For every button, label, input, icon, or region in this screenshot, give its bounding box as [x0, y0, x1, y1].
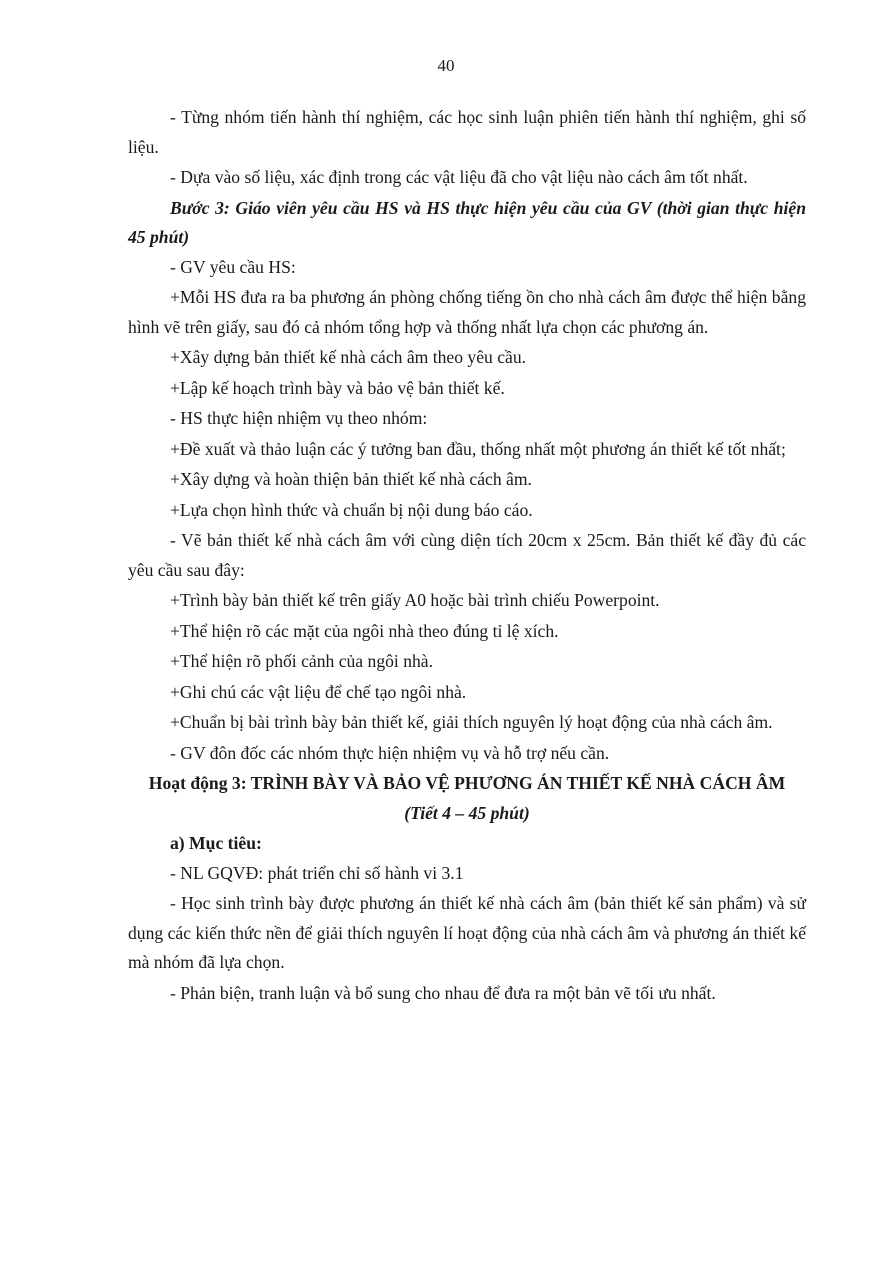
- paragraph: - Học sinh trình bày được phương án thiết kế nhà cách âm (bản thiết kế sản phẩm) và sử dụng các kiến thức nền để giải thích nguyên lí hoạt động của nhà cách âm và phương án thiết kế mà nhóm đã lựa chọn.: [128, 893, 806, 972]
- paragraph: - Phản biện, tranh luận và bổ sung cho nhau để đưa ra một bản vẽ tối ưu nhất.: [170, 982, 716, 1003]
- paragraph: - NL GQVĐ: phát triển chỉ số hành vi 3.1: [170, 862, 464, 883]
- paragraph: - HS thực hiện nhiệm vụ theo nhóm:: [170, 408, 428, 428]
- paragraph: +Chuẩn bị bài trình bày bản thiết kế, giải thích nguyên lý hoạt động của nhà cách âm.: [170, 712, 773, 732]
- paragraph: - Vẽ bản thiết kế nhà cách âm với cùng diện tích 20cm x 25cm. Bản thiết kế đầy đủ các yêu cầu sau đây:: [128, 530, 806, 580]
- paragraph: +Đề xuất và thảo luận các ý tưởng ban đầu, thống nhất một phương án thiết kế tốt nhất;: [170, 438, 786, 459]
- activity-subtitle: (Tiết 4 – 45 phút): [404, 802, 530, 823]
- activity-heading: [128, 769, 806, 828]
- paragraph: - Từng nhóm tiến hành thí nghiệm, các học sinh luận phiên tiến hành thí nghiệm, ghi số liệu.: [128, 107, 806, 157]
- paragraph: - GV yêu cầu HS:: [170, 256, 296, 277]
- paragraph: +Xây dựng và hoàn thiện bản thiết kế nhà cách âm.: [170, 469, 532, 489]
- paragraph: +Ghi chú các vật liệu để chế tạo ngôi nhà.: [170, 681, 467, 702]
- paragraph: +Mỗi HS đưa ra ba phương án phòng chống tiếng ồn cho nhà cách âm được thể hiện bằng hình vẽ trên giấy, sau đó cả nhóm tổng hợp và thống nhất lựa chọn các phương án.: [128, 287, 806, 337]
- page-number: 40: [437, 56, 455, 75]
- paragraph: - Dựa vào số liệu, xác định trong các vật liệu đã cho vật liệu nào cách âm tốt nhất.: [170, 167, 748, 187]
- step-heading: Bước 3: Giáo viên yêu cầu HS và HS thực hiện yêu cầu của GV (thời gian thực hiện 45 phút): [128, 197, 806, 247]
- page-content: [128, 103, 806, 1008]
- paragraph: +Trình bày bản thiết kế trên giấy A0 hoặc bài trình chiếu Powerpoint.: [170, 590, 660, 610]
- paragraph: +Lựa chọn hình thức và chuẩn bị nội dung báo cáo.: [170, 499, 533, 520]
- paragraph: +Thể hiện rõ phối cảnh của ngôi nhà.: [170, 651, 433, 671]
- paragraph: +Xây dựng bản thiết kế nhà cách âm theo yêu cầu.: [170, 347, 527, 367]
- paragraph: - GV đôn đốc các nhóm thực hiện nhiệm vụ và hỗ trợ nếu cần.: [170, 742, 610, 763]
- paragraph: +Thể hiện rõ các mặt của ngôi nhà theo đúng tỉ lệ xích.: [170, 620, 559, 641]
- activity-title: Hoạt động 3: TRÌNH BÀY VÀ BẢO VỆ PHƯƠNG ÁN THIẾT KẾ NHÀ CÁCH ÂM: [148, 773, 786, 793]
- paragraph: +Lập kế hoạch trình bày và bảo vệ bản thiết kế.: [170, 377, 505, 398]
- section-title: a) Mục tiêu:: [170, 833, 262, 853]
